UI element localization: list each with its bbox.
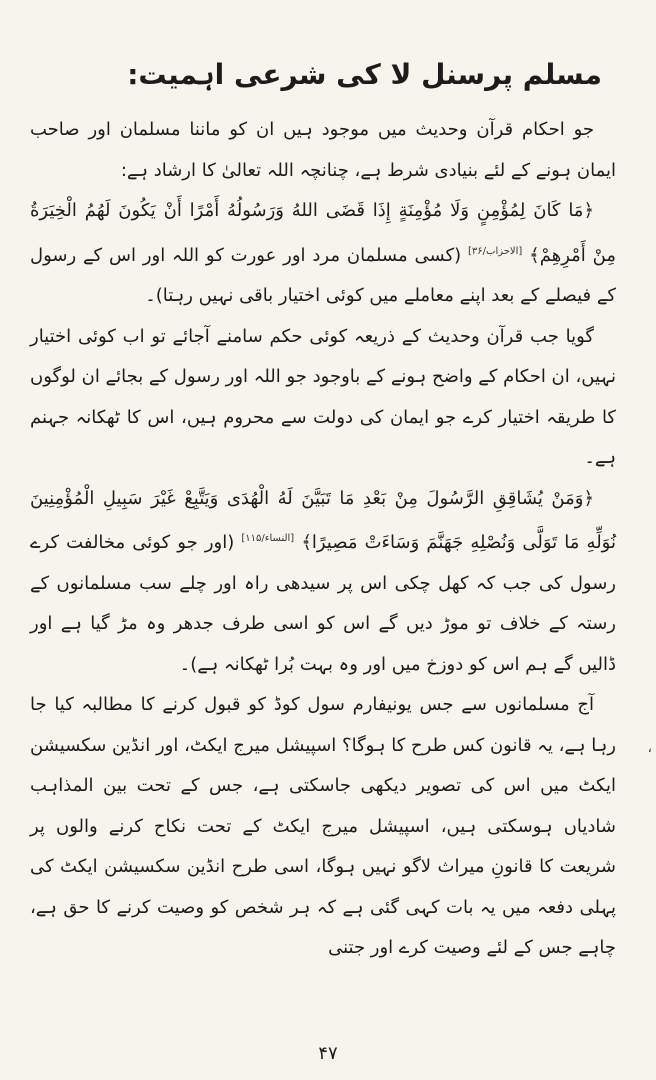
text-span: گویا جب قرآن وحدیث کے ذریعہ کوئی حکم سامنے آجائے تو اب کوئی اختیار نہیں، ان احکام کے واضح ہونے کے باوجود جو اللہ اور رسول کے بجائے ان لوگوں کا طریقہ اختیار کرے جو ایمان کی دولت سے محروم ہیں، اس کا ٹھکانہ جہنم ہے۔ (30, 325, 616, 468)
verse-translation: (کسی مسلمان مرد اور عورت کو اللہ اور اس کے رسول کے فیصلے کے بعد اپنے معاملے میں کوئی اختیار باقی نہیں رہتا)۔ (30, 244, 616, 306)
paragraph-1 (30, 110, 616, 191)
quran-verse: ﴿مَا كَانَ لِمُؤْمِنٍ وَلَا مُؤْمِنَةٍ إِذَا قَضَى اللهُ وَرَسُولُهُ أَمْرًا أَنْ يَكُونَ لَهُمُ الْخِيَرَةُ مِنْ أَمْرِهِمْ﴾ (30, 200, 616, 266)
body-text (30, 110, 616, 969)
quran-verse: ﴿وَمَنْ يُشَاقِقِ الرَّسُولَ مِنْ بَعْدِ مَا تَبَيَّنَ لَهُ الْهُدَى وَيَتَّبِعْ غَيْرَ سَبِيلِ الْمُؤْمِنِينَ نُوَلِّهِ مَا تَوَلَّى وَنُصْلِهِ جَهَنَّمَ وَسَاءَتْ مَصِيرًا﴾ (30, 487, 616, 553)
text-span: آج مسلمانوں سے جس یونیفارم سول کوڈ کو قبول کرنے کا مطالبہ کیا جا رہا ہے، یہ قانون کس طرح کا ہوگا؟ اسپیشل میرج ایکٹ، اور انڈین سکسیشن ایکٹ میں اس کی تصویر دیکھی جاسکتی ہے، جس کے تحت بین المذاہب شادیاں ہوسکتی ہیں، اسپیشل میرج ایکٹ کے تحت نکاح کرنے والوں پر شریعت کا قانونِ میراث لاگو نہیں ہوگا، اسی طرح انڈین سکسیشن ایکٹ کی پہلی دفعہ میں یہ بات کہی گئی ہے کہ ہر شخص کو وصیت کرنے کا حق ہے، چاہے جس کے لئے وصیت کرے اور جتنی (30, 694, 616, 958)
text-span: جو احکام قرآن وحدیث میں موجود ہیں ان کو ماننا مسلمان اور صاحب ایمان ہونے کے لئے بنیادی شرط ہے، چنانچہ اللہ تعالیٰ کا ارشاد ہے: (30, 119, 616, 181)
verse-reference: [النساء/۱۱۵] (241, 533, 295, 544)
verse-reference: [الاحزاب/۳۶] (468, 245, 523, 257)
verse-translation: (اور جو کوئی مخالفت کرے رسول کی جب کہ کھل چکی اس پر سیدھی راہ اور چلے سب مسلمانوں کے رستہ کے خلاف تو موڑ دیں گے اس کو اسی طرف جدھر وہ مڑ گیا ہے اور ڈالیں گے ہم اس کو دوزخ میں اور وہ بہت بُرا ٹھکانہ ہے)۔ (30, 532, 616, 675)
paragraph-5 (30, 685, 616, 969)
margin-mark: ، (647, 740, 652, 756)
section-heading: مسلم پرسنل لا کی شرعی اہمیت: (127, 58, 602, 91)
paragraph-4 (30, 479, 616, 686)
paragraph-3 (30, 317, 616, 479)
page-number: ۴۷ (318, 1043, 338, 1064)
paragraph-2 (30, 191, 616, 317)
